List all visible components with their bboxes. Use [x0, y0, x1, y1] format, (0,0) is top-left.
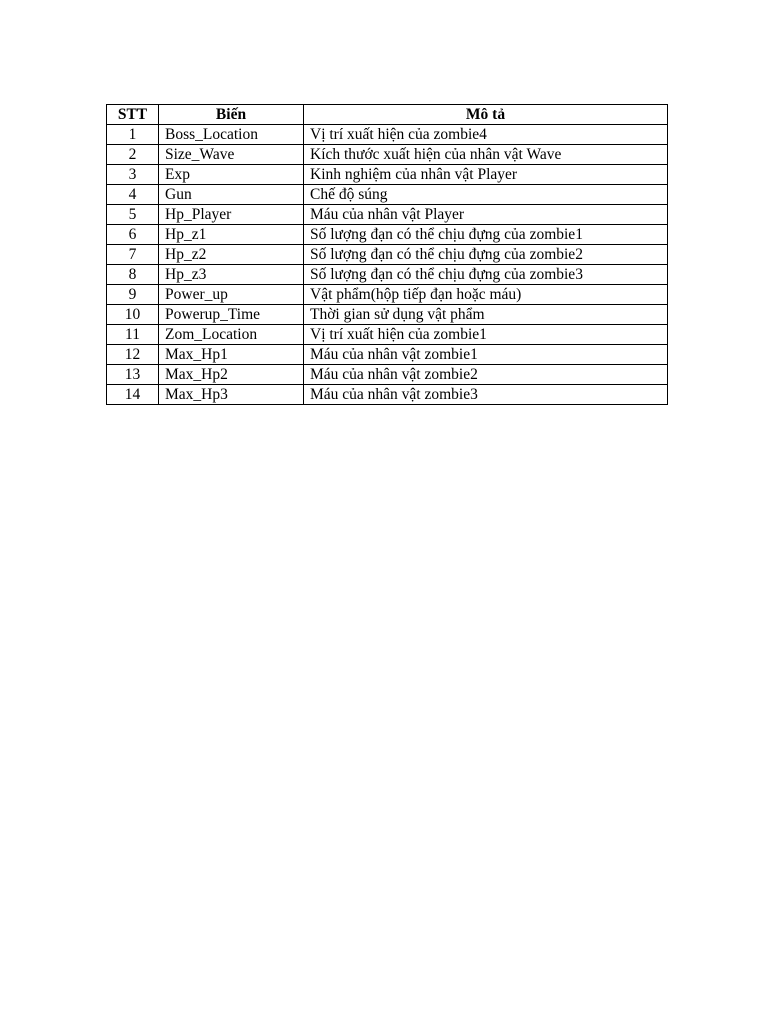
cell-description: Kích thước xuất hiện của nhân vật Wave	[304, 145, 668, 165]
header-stt: STT	[107, 105, 159, 125]
cell-stt: 8	[107, 265, 159, 285]
table-body	[107, 125, 668, 405]
cell-variable: Boss_Location	[159, 125, 304, 145]
cell-description: Máu của nhân vật Player	[304, 205, 668, 225]
cell-stt: 13	[107, 365, 159, 385]
header-description: Mô tả	[304, 105, 668, 125]
cell-variable: Power_up	[159, 285, 304, 305]
cell-variable: Hp_z1	[159, 225, 304, 245]
cell-stt: 11	[107, 325, 159, 345]
cell-variable: Gun	[159, 185, 304, 205]
cell-description: Số lượng đạn có thể chịu đựng của zombie2	[304, 245, 668, 265]
cell-variable: Hp_Player	[159, 205, 304, 225]
header-row	[107, 105, 668, 125]
cell-description: Vị trí xuất hiện của zombie1	[304, 325, 668, 345]
header-variable: Biến	[159, 105, 304, 125]
table-row	[107, 325, 668, 345]
cell-description: Chế độ súng	[304, 185, 668, 205]
table-row	[107, 365, 668, 385]
cell-stt: 6	[107, 225, 159, 245]
table-row	[107, 245, 668, 265]
cell-stt: 9	[107, 285, 159, 305]
table-row	[107, 205, 668, 225]
cell-stt: 3	[107, 165, 159, 185]
table-row	[107, 345, 668, 365]
cell-description: Vị trí xuất hiện của zombie4	[304, 125, 668, 145]
cell-stt: 10	[107, 305, 159, 325]
cell-description: Thời gian sử dụng vật phẩm	[304, 305, 668, 325]
cell-variable: Hp_z3	[159, 265, 304, 285]
table-row	[107, 305, 668, 325]
cell-variable: Powerup_Time	[159, 305, 304, 325]
cell-description: Kinh nghiệm của nhân vật Player	[304, 165, 668, 185]
cell-variable: Max_Hp2	[159, 365, 304, 385]
table-row	[107, 385, 668, 405]
cell-stt: 1	[107, 125, 159, 145]
cell-stt: 7	[107, 245, 159, 265]
cell-stt: 12	[107, 345, 159, 365]
cell-variable: Hp_z2	[159, 245, 304, 265]
variables-table	[106, 104, 668, 405]
cell-variable: Exp	[159, 165, 304, 185]
table-row	[107, 225, 668, 245]
cell-description: Máu của nhân vật zombie2	[304, 365, 668, 385]
cell-variable: Zom_Location	[159, 325, 304, 345]
table-header	[107, 105, 668, 125]
table-row	[107, 145, 668, 165]
cell-stt: 2	[107, 145, 159, 165]
cell-stt: 14	[107, 385, 159, 405]
cell-stt: 5	[107, 205, 159, 225]
cell-stt: 4	[107, 185, 159, 205]
cell-description: Số lượng đạn có thể chịu đựng của zombie1	[304, 225, 668, 245]
table-row	[107, 165, 668, 185]
table-row	[107, 285, 668, 305]
cell-variable: Max_Hp3	[159, 385, 304, 405]
table-row	[107, 125, 668, 145]
table-row	[107, 185, 668, 205]
cell-description: Máu của nhân vật zombie3	[304, 385, 668, 405]
cell-variable: Size_Wave	[159, 145, 304, 165]
cell-description: Vật phẩm(hộp tiếp đạn hoặc máu)	[304, 285, 668, 305]
cell-description: Máu của nhân vật zombie1	[304, 345, 668, 365]
table-row	[107, 265, 668, 285]
cell-variable: Max_Hp1	[159, 345, 304, 365]
cell-description: Số lượng đạn có thể chịu đựng của zombie3	[304, 265, 668, 285]
